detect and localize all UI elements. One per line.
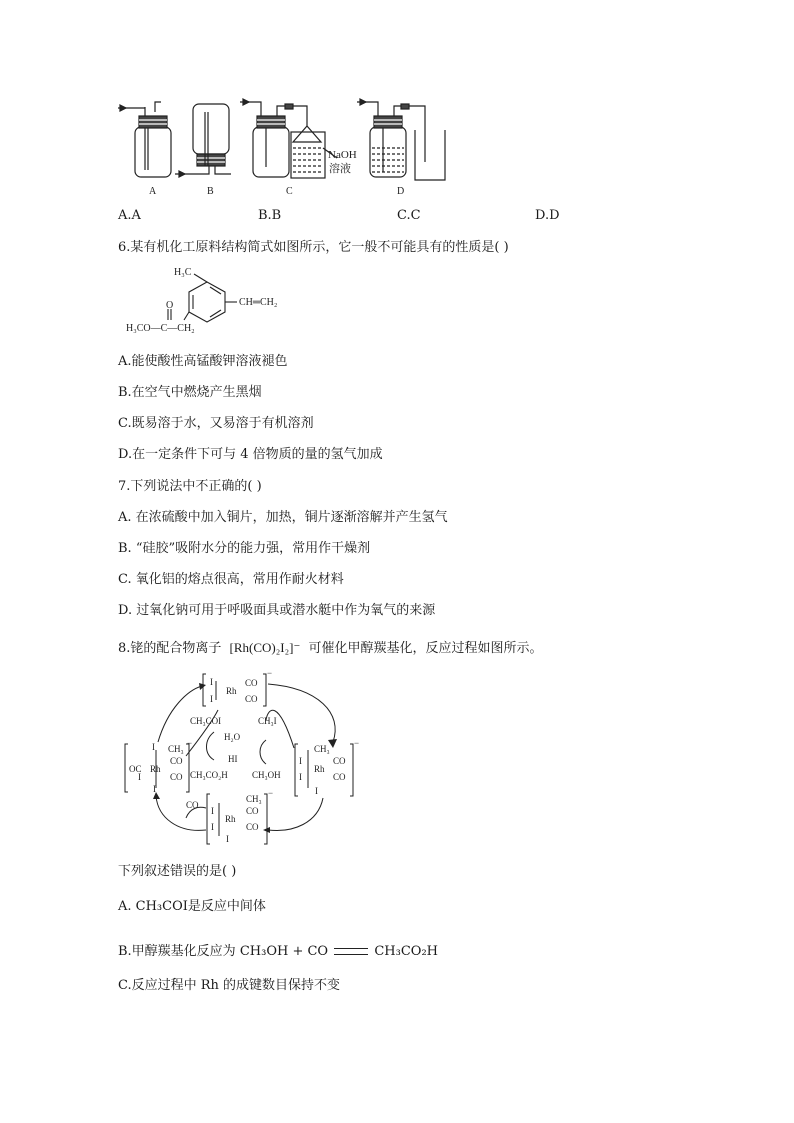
- ester-label: H₃CO—C—CH₂: [126, 323, 195, 334]
- q8-option-c: C.反应过程中 Rh 的成键数目保持不变: [118, 978, 341, 993]
- q8-stem-pre: 8.铑的配合物离子: [118, 641, 222, 656]
- q7-option-a: A. 在浓硫酸中加入铜片，加热，铜片逐渐溶解并产生氢气: [118, 510, 448, 525]
- q8-stem-post: 可催化甲醇羰基化，反应过程如图所示。: [308, 641, 543, 656]
- methyl-label: H₃C: [174, 267, 192, 278]
- carbonyl-o-label: O: [166, 300, 174, 311]
- left-complex-rh: Rh: [150, 764, 161, 774]
- bottom-complex-charge: −: [268, 788, 274, 798]
- apparatus-label-d: D: [397, 186, 405, 197]
- reagent-ch3i: CH₃I: [258, 716, 277, 726]
- bottle-d: [357, 99, 445, 180]
- catalytic-cycle-figure: [118, 668, 368, 850]
- q8-complex-formula: [Rh(CO)₂I₂]⁻: [229, 640, 301, 655]
- solution-label: 溶液: [329, 163, 351, 175]
- q5-option-c: C.C: [397, 208, 421, 223]
- top-complex-co1: CO: [245, 678, 258, 688]
- apparatus-label-a: A: [149, 186, 157, 197]
- bottom-complex-rh: Rh: [225, 814, 236, 824]
- q7-option-c: C. 氧化铝的熔点很高，常用作耐火材料: [118, 572, 344, 587]
- equals-sign-icon: [334, 948, 368, 955]
- q6-option-b: B.在空气中燃烧产生黑烟: [118, 385, 262, 400]
- left-complex-i2: I: [138, 772, 141, 782]
- right-complex-i3: I: [315, 786, 318, 796]
- apparatus-label-c: C: [286, 186, 293, 197]
- reagent-ch3oh: CH₃OH: [252, 770, 281, 780]
- top-complex-rh: Rh: [226, 686, 237, 696]
- q8-stem: [118, 640, 543, 657]
- top-complex-i1: I: [210, 677, 213, 687]
- q8-option-b: [118, 944, 438, 960]
- q8-question: 下列叙述错误的是( ): [118, 864, 237, 879]
- q6-option-d: D.在一定条件下可与 4 倍物质的量的氢气加成: [118, 447, 383, 462]
- reagent-co: CO: [186, 800, 199, 810]
- reagent-ch3coi: CH₃COI: [190, 716, 222, 726]
- bottom-complex-i1: I: [211, 806, 214, 816]
- left-complex-co1: CO: [170, 756, 183, 766]
- q8-option-b-pre: B.甲醇羰基化反应为 CH₃OH + CO: [118, 944, 329, 959]
- bottom-complex-co1: CO: [246, 806, 259, 816]
- right-complex-ch3: CH₃: [314, 744, 330, 754]
- right-complex-charge: −: [354, 738, 360, 748]
- bottle-b: [175, 104, 231, 177]
- bottom-complex-i3: I: [226, 834, 229, 844]
- bottle-c: [240, 99, 337, 178]
- bottle-a: [118, 102, 171, 177]
- top-complex-co2: CO: [245, 694, 258, 704]
- q8-option-b-post: CH₃CO₂H: [374, 944, 439, 959]
- left-complex-ch3: CH₃: [168, 744, 184, 754]
- q5-option-a: A.A: [118, 208, 141, 223]
- naoh-label: NaOH: [328, 149, 357, 161]
- q5-option-b: B.B: [258, 208, 282, 223]
- left-complex-co2: CO: [170, 772, 183, 782]
- reagent-h2o: H₂O: [224, 732, 241, 742]
- q7-stem: 7.下列说法中不正确的( ): [118, 479, 262, 494]
- q7-option-b: B. “硅胶”吸附水分的能力强，常用作干燥剂: [118, 541, 371, 556]
- right-complex-i1: I: [299, 756, 302, 766]
- left-complex-i3: I: [153, 784, 156, 794]
- bottom-complex-co2: CO: [246, 822, 259, 832]
- right-complex-co2: CO: [333, 772, 346, 782]
- vinyl-label: CH═CH₂: [239, 297, 278, 308]
- right-complex-rh: Rh: [314, 764, 325, 774]
- reagent-ch3co2h: CH₃CO₂H: [190, 770, 228, 780]
- apparatus-label-b: B: [207, 186, 214, 197]
- right-complex-i2: I: [299, 772, 302, 782]
- left-complex-i1: I: [152, 742, 155, 752]
- right-complex-co1: CO: [333, 756, 346, 766]
- gas-apparatus-figure: [115, 92, 455, 202]
- bottom-complex-ch3: CH₃: [246, 794, 262, 804]
- reagent-hi: HI: [228, 754, 238, 764]
- q6-stem: 6.某有机化工原料结构简式如图所示，它一般不可能具有的性质是( ): [118, 240, 509, 255]
- q6-option-a: A.能使酸性高锰酸钾溶液褪色: [118, 354, 288, 369]
- q7-option-d: D. 过氧化钠可用于呼吸面具或潜水艇中作为氧气的来源: [118, 603, 436, 618]
- q6-option-c: C.既易溶于水，又易溶于有机溶剂: [118, 416, 314, 431]
- q5-option-d: D.D: [535, 208, 560, 223]
- bottom-complex-i2: I: [211, 822, 214, 832]
- left-complex-oc: OC: [129, 764, 142, 774]
- top-complex-charge: −: [267, 668, 273, 678]
- left-complex-charge: −: [187, 738, 193, 748]
- top-complex-i2: I: [210, 694, 213, 704]
- q6-structure-figure: [122, 264, 322, 340]
- q8-option-a: A. CH₃COI是反应中间体: [118, 899, 266, 914]
